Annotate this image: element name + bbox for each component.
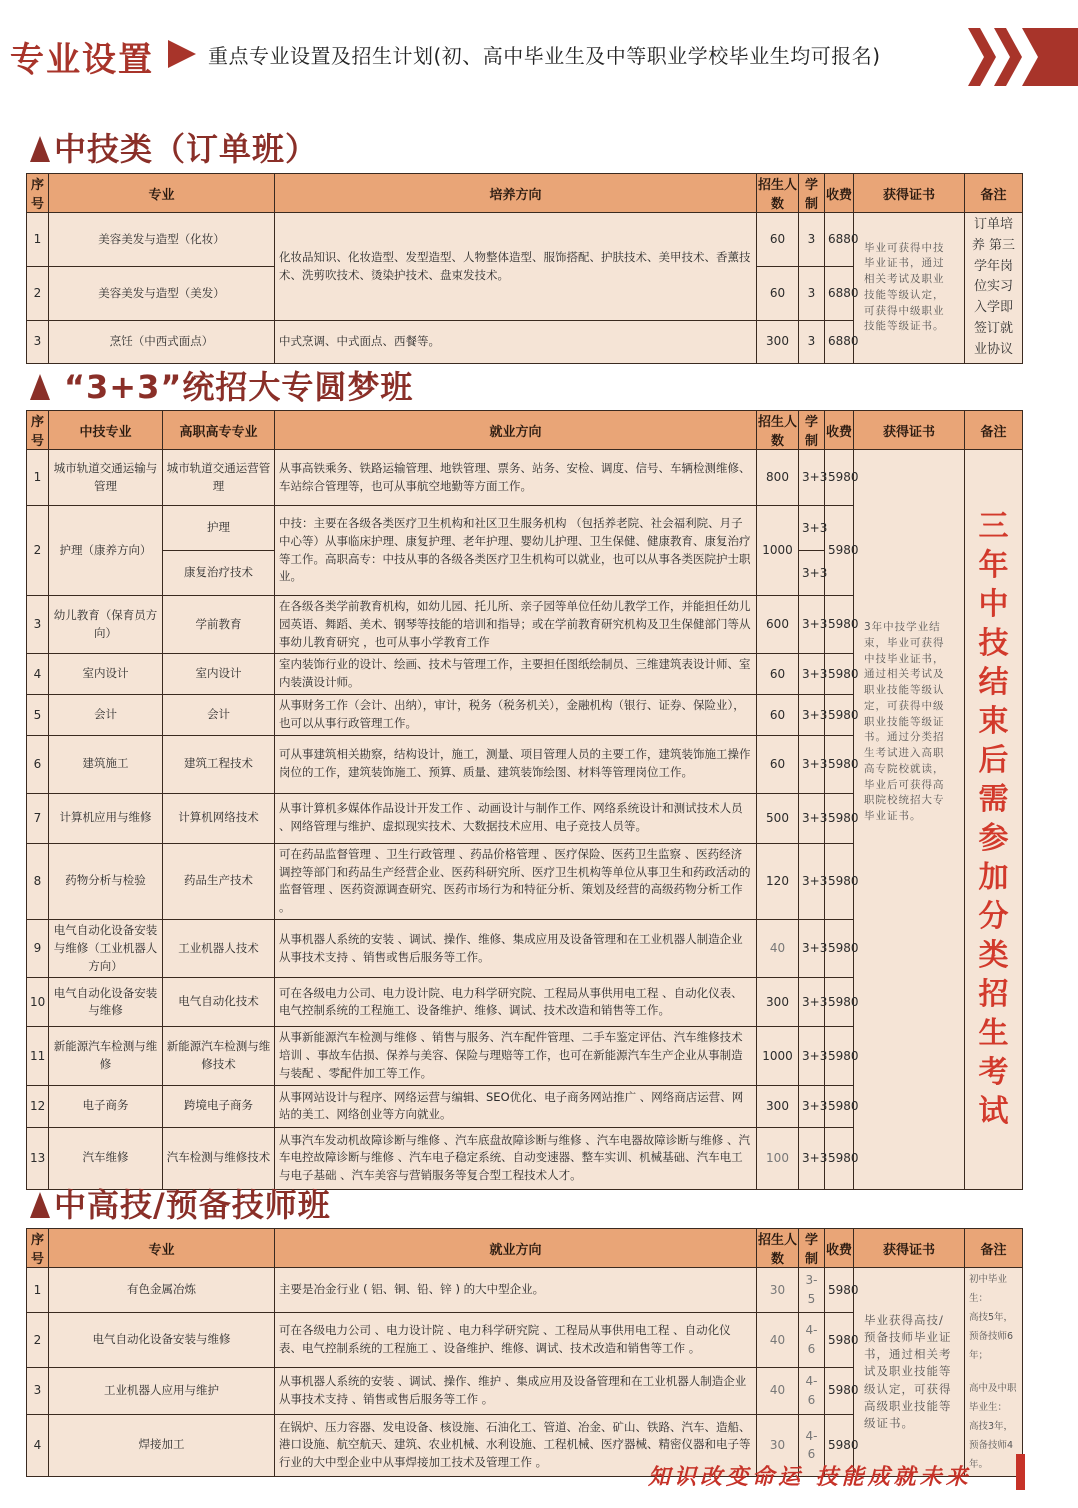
cell-major: 计算机应用与维修 [49, 793, 163, 843]
cell-college-major: 城市轨道交通运营管理 [163, 450, 275, 506]
section-heading-text: 中技类（订单班） [54, 130, 319, 168]
cell-college-major: 建筑工程技术 [163, 735, 275, 793]
cell-fee: 5980 [825, 843, 854, 919]
cell-major: 烹饪（中西式面点） [49, 321, 275, 364]
cell-fee: 5980 [825, 654, 854, 695]
header-major: 专业 [49, 1229, 275, 1268]
table-row [27, 450, 1023, 506]
cell-count: 300 [757, 978, 799, 1027]
cell-no: 1 [27, 450, 49, 506]
cell-no: 4 [27, 654, 49, 695]
cell-count: 600 [757, 596, 799, 654]
cell-direction: 可从事建筑相关勘察，结构设计，施工，测量、项目管理人员的主要工作，建筑装饰施工操作岗位的工作，建筑装饰施工、预算、质量、建筑装饰绘图、材料等管理岗位工作。 [275, 735, 757, 793]
remark-line: 初中毕业生： [969, 1274, 1008, 1304]
cell-remark [965, 1268, 1023, 1477]
table-row [27, 213, 1023, 267]
cell-fee: 5980 [825, 919, 854, 977]
header-certificate: 获得证书 [854, 174, 965, 213]
cell-college-major: 电气自动化技术 [163, 978, 275, 1027]
cell-count: 30 [757, 1268, 799, 1313]
cell-count: 120 [757, 843, 799, 919]
cell-fee: 5980 [825, 450, 854, 506]
header-remark: 备注 [965, 411, 1023, 450]
cell-count: 500 [757, 793, 799, 843]
technician-table [26, 1228, 1023, 1477]
cell-years: 3-5 [799, 1268, 825, 1313]
cell-major: 工业机器人应用与维护 [49, 1367, 275, 1414]
cell-major: 会计 [49, 695, 163, 736]
cell-fee: 6880 [825, 213, 854, 267]
cell-fee: 5980 [825, 506, 854, 596]
cell-fee: 5980 [825, 793, 854, 843]
cell-years: 3+3 [799, 450, 825, 506]
cell-direction: 室内装饰行业的设计、绘画、技术与管理工作，主要担任图纸绘制员、三维建筑表设计师、室内装潢设计师。 [275, 654, 757, 695]
header-major: 中技专业 [49, 411, 163, 450]
section-heading-technician [30, 1180, 331, 1226]
remark-line: 毕业生： [969, 1402, 1008, 1413]
banner-subtitle: 重点专业设置及招生计划(初、高中毕业生及中等职业学校毕业生均可报名) [208, 44, 881, 68]
cell-years: 3+3 [799, 596, 825, 654]
cell-count: 100 [757, 1127, 799, 1189]
cell-direction: 从事财务工作（会计、出纳），审计，税务（税务机关），金融机构（银行、证券、保险业），也可以从事行政管理工作。 [275, 695, 757, 736]
cell-major: 有色金属冶炼 [49, 1268, 275, 1313]
cell-fee: 5980 [825, 1127, 854, 1189]
cell-years: 4-6 [799, 1367, 825, 1414]
cell-college-major: 学前教育 [163, 596, 275, 654]
cell-no: 2 [27, 267, 49, 321]
play-arrow-icon [168, 40, 196, 68]
cell-college-major: 工业机器人技术 [163, 919, 275, 977]
cell-fee: 5980 [825, 1268, 854, 1313]
cell-years: 3+3 [799, 506, 825, 551]
triangle-icon [30, 374, 50, 400]
cell-no: 1 [27, 1268, 49, 1313]
cell-college-major: 计算机网络技术 [163, 793, 275, 843]
remark-spacer [969, 1365, 1018, 1379]
page-banner [0, 28, 1078, 84]
cell-no: 12 [27, 1085, 49, 1127]
remark-line: 预备技师6年； [969, 1331, 1014, 1361]
cell-major: 建筑施工 [49, 735, 163, 793]
cell-remark: 订单培养 第三学年岗位实习 入学即签订就业协议 [965, 213, 1023, 364]
cell-no: 3 [27, 321, 49, 364]
banner-title: 专业设置 [10, 40, 154, 80]
cell-fee: 5980 [825, 1367, 854, 1414]
cell-fee: 5980 [825, 695, 854, 736]
cell-count: 1000 [757, 506, 799, 596]
cell-college-major: 汽车检测与维修技术 [163, 1127, 275, 1189]
cell-direction: 中式烹调、中式面点、西餐等。 [275, 321, 757, 364]
cell-fee: 6880 [825, 321, 854, 364]
cell-major: 护理（康养方向） [49, 506, 163, 596]
table-header-row [27, 1229, 1023, 1268]
cell-no: 5 [27, 695, 49, 736]
header-certificate: 获得证书 [854, 1229, 965, 1268]
cell-major: 电气自动化设备安装与维修 [49, 1313, 275, 1367]
cell-no: 13 [27, 1127, 49, 1189]
cell-count: 60 [757, 654, 799, 695]
cell-count: 40 [757, 1313, 799, 1367]
header-remark: 备注 [965, 174, 1023, 213]
header-direction: 就业方向 [275, 411, 757, 450]
cell-college-major: 药品生产技术 [163, 843, 275, 919]
cell-no: 10 [27, 978, 49, 1027]
cell-count: 60 [757, 213, 799, 267]
cell-no: 6 [27, 735, 49, 793]
cell-direction: 化妆品知识、化妆造型、发型造型、人物整体造型、服饰搭配、护肤技术、美甲技术、香薰技术、洗剪吹技术、烫染护技术、盘束发技术。 [275, 213, 757, 321]
cell-count: 60 [757, 735, 799, 793]
cell-years: 3 [799, 213, 825, 267]
cell-major: 室内设计 [49, 654, 163, 695]
footer-slogan: 知识改变命运 技能成就未来 [648, 1464, 972, 1490]
header-fee: 收费 [825, 1229, 854, 1268]
cell-direction: 从事新能源汽车检测与维修 、销售与服务、汽车配件管理、二手车鉴定评估、汽车维修技术培训 、事故车估损、保养与美容、保险与理赔等工作，也可在新能源汽车生产企业从事制造与装配 、零配件加工等工作。 [275, 1027, 757, 1085]
cell-direction: 可在药品监督管理 、卫生行政管理 、药品价格管理 、医疗保险、医药卫生监察 、医药经济调控等部门和药品生产经营企业、医药科研究所、医疗卫生机构等单位从事卫生和药政活动的监督管理 、医药资源调查研究、医药市场行为和特征分析、策划及经营的高级药物分析工作 。 [275, 843, 757, 919]
cell-fee: 5980 [825, 735, 854, 793]
chevron-block-icon [1022, 28, 1078, 86]
cell-years: 3+3 [799, 978, 825, 1027]
cell-direction: 从事机器人系统的安装 、调试、操作、维护 、集成应用及设备管理和在工业机器人制造企业从事技术支持 、销售或售后服务等工作 。 [275, 1367, 757, 1414]
header-count: 招生人数 [757, 411, 799, 450]
header-direction: 就业方向 [275, 1229, 757, 1268]
cell-major: 电气自动化设备安装与维修（工业机器人方向） [49, 919, 163, 977]
cell-fee: 5980 [825, 1027, 854, 1085]
cell-fee: 5980 [825, 1313, 854, 1367]
cell-major: 焊接加工 [49, 1414, 275, 1476]
cell-years: 3+3 [799, 551, 825, 596]
cell-direction: 从事计算机多媒体作品设计开发工作 、动画设计与制作工作、网络系统设计和测试技术人员 、网络管理与维护、虚拟现实技术、大数据技术应用、电子竞技人员等。 [275, 793, 757, 843]
cell-direction: 可在各级电力公司 、电力设计院 、电力科学研究院 、工程局从事供用电工程 、自动化仪表、电气控制系统的工程施工 、设备维护、维修、调试、技术改造和销售等工作 。 [275, 1313, 757, 1367]
cell-count: 60 [757, 267, 799, 321]
cell-count: 30 [757, 1414, 799, 1476]
cell-years: 3+3 [799, 1127, 825, 1189]
cell-years: 3 [799, 267, 825, 321]
cell-count: 40 [757, 919, 799, 977]
footer-accent-bar [1016, 1454, 1025, 1490]
cell-no: 2 [27, 506, 49, 596]
header-college-major: 高职高专专业 [163, 411, 275, 450]
cell-remark: 三年中技结束后需参加分类招生考试 [965, 450, 1023, 1190]
cell-no: 3 [27, 596, 49, 654]
header-years: 学制 [799, 1229, 825, 1268]
cell-no: 1 [27, 213, 49, 267]
cell-certificate: 毕业可获得中技毕业证书，通过相关考试及职业技能等级认定，可获得中级职业技能等级证书。 [854, 213, 965, 364]
cell-years: 3+3 [799, 654, 825, 695]
table-row [27, 1268, 1023, 1313]
cell-years: 3+3 [799, 919, 825, 977]
cell-no: 9 [27, 919, 49, 977]
cell-years: 3 [799, 321, 825, 364]
remark-line: 预备技师4年。 [969, 1440, 1014, 1470]
header-remark: 备注 [965, 1229, 1023, 1268]
cell-major: 药物分析与检验 [49, 843, 163, 919]
remark-line: 高技5年， [969, 1312, 1014, 1323]
cell-years: 4-6 [799, 1414, 825, 1476]
cell-fee: 5980 [825, 1085, 854, 1127]
triangle-icon [30, 136, 50, 162]
cell-fee: 5980 [825, 1414, 854, 1476]
header-no: 序号 [27, 1229, 49, 1268]
cell-direction: 可在各级电力公司、电力设计院、电力科学研究院、工程局从事供用电工程 、自动化仪表、电气控制系统的工程施工、设备维护、维修、调试、技术改造和销售等工作。 [275, 978, 757, 1027]
section-heading-text: “3+3”统招大专圆梦班 [64, 368, 414, 406]
cell-college-major: 室内设计 [163, 654, 275, 695]
cell-years: 3+3 [799, 793, 825, 843]
header-fee: 收费 [825, 174, 854, 213]
cell-years: 4-6 [799, 1313, 825, 1367]
cell-count: 300 [757, 321, 799, 364]
section-heading-order-class [30, 124, 318, 170]
cell-years: 3+3 [799, 843, 825, 919]
header-count: 招生人数 [757, 1229, 799, 1268]
cell-count: 300 [757, 1085, 799, 1127]
cell-count: 40 [757, 1367, 799, 1414]
cell-fee: 5980 [825, 978, 854, 1027]
cell-no: 7 [27, 793, 49, 843]
cell-major: 电气自动化设备安装与维修 [49, 978, 163, 1027]
table-header-row [27, 411, 1023, 450]
section-heading-text: 中高技/预备技师班 [54, 1186, 331, 1224]
cell-certificate: 毕业获得高技/预备技师毕业证书，通过相关考试及职业技能等级认定，可获得高级职业技能等级证书。 [854, 1268, 965, 1477]
cell-years: 3+3 [799, 1027, 825, 1085]
header-certificate: 获得证书 [854, 411, 965, 450]
cell-college-major: 康复治疗技术 [163, 551, 275, 596]
header-no: 序号 [27, 411, 49, 450]
cell-direction: 主要是冶金行业 ( 铝、铜、铅、锌 ) 的大中型企业。 [275, 1268, 757, 1313]
cell-major: 新能源汽车检测与维修 [49, 1027, 163, 1085]
cell-college-major: 会计 [163, 695, 275, 736]
3plus3-table [26, 410, 1023, 1190]
header-years: 学制 [799, 174, 825, 213]
cell-direction: 在各级各类学前教育机构，如幼儿园、托儿所、亲子园等单位任幼儿教学工作，并能担任幼儿园英语、舞蹈、美术、钢琴等技能的培训和指导；或在学前教育研究机构及卫生保健部门等从事幼儿教育研究 ，也可从事小学教育工作 [275, 596, 757, 654]
section-heading-3plus3 [30, 362, 413, 408]
triangle-icon [30, 1192, 50, 1218]
cell-direction: 在锅炉、压力容器、发电设备、核设施、石油化工、管道、冶金、矿山、铁路、汽车、造船、港口设施、航空航天、建筑、农业机械、水利设施、工程机械、医疗器械、精密仪器和电子等行业的大中型企业中从事焊接加工技术及管理工作 。 [275, 1414, 757, 1476]
cell-college-major: 护理 [163, 506, 275, 551]
cell-no: 11 [27, 1027, 49, 1085]
cell-no: 2 [27, 1313, 49, 1367]
cell-direction: 从事网站设计与程序、网络运营与编辑、SEO优化、电子商务网站推广 、网络商店运营、网站的美工、网络创业等方向就业。 [275, 1085, 757, 1127]
order-class-table [26, 173, 1023, 364]
header-no: 序号 [27, 174, 49, 213]
cell-major: 城市轨道交通运输与管理 [49, 450, 163, 506]
header-major: 专业 [49, 174, 275, 213]
cell-count: 60 [757, 695, 799, 736]
cell-college-major: 跨境电子商务 [163, 1085, 275, 1127]
cell-fee: 6880 [825, 267, 854, 321]
cell-direction: 从事高铁乘务、铁路运输管理、地铁管理、票务、站务、安检、调度、信号、车辆检测维修、车站综合管理等，也可从事航空地勤等方面工作。 [275, 450, 757, 506]
cell-major: 电子商务 [49, 1085, 163, 1127]
cell-certificate: 3年中技学业结束，毕业可获得中技毕业证书，通过相关考试及职业技能等级认定，可获得中级职业技能等级证书。通过分类招生考试进入高职高专院校就读，毕业后可获得高职院校统招大专毕业证书。 [854, 450, 965, 1190]
cell-major: 幼儿教育（保育员方向） [49, 596, 163, 654]
header-direction: 培养方向 [275, 174, 757, 213]
cell-major: 汽车维修 [49, 1127, 163, 1189]
cell-no: 8 [27, 843, 49, 919]
cell-fee: 5980 [825, 596, 854, 654]
cell-direction: 从事汽车发动机故障诊断与维修 、汽车底盘故障诊断与维修 、汽车电器故障诊断与维修 、汽车电控故障诊断与维修 、汽车电子稳定系统、自动变速器、整车实训、机械基础、汽车电工与电子基础 、汽车美容与营销服务等复合型工程技术人才。 [275, 1127, 757, 1189]
cell-direction: 从事机器人系统的安装 、调试、操作、维修、集成应用及设备管理和在工业机器人制造企业从事技术支持 、销售或售后服务等工作。 [275, 919, 757, 977]
remark-line: 高中及中职 [969, 1383, 1017, 1394]
cell-no: 4 [27, 1414, 49, 1476]
cell-college-major: 新能源汽车检测与维修技术 [163, 1027, 275, 1085]
cell-years: 3+3 [799, 735, 825, 793]
table-header-row [27, 174, 1023, 213]
header-count: 招生人数 [757, 174, 799, 213]
cell-count: 1000 [757, 1027, 799, 1085]
cell-count: 800 [757, 450, 799, 506]
header-years: 学制 [799, 411, 825, 450]
cell-direction: 中技：主要在各级各类医疗卫生机构和社区卫生服务机构 （包括养老院、社会福利院、月子中心等）从事临床护理、康复护理、老年护理、婴幼儿护理、卫生保健、健康教育、康复治疗等工作。高职高专：中技从事的各级各类医疗卫生机构可以就业，也可以从事各类医院护士职业。 [275, 506, 757, 596]
cell-no: 3 [27, 1367, 49, 1414]
cell-years: 3+3 [799, 1085, 825, 1127]
remark-line: 高技3年， [969, 1421, 1014, 1432]
cell-major: 美容美发与造型（美发） [49, 267, 275, 321]
cell-major: 美容美发与造型（化妆） [49, 213, 275, 267]
cell-years: 3+3 [799, 695, 825, 736]
header-fee: 收费 [825, 411, 854, 450]
